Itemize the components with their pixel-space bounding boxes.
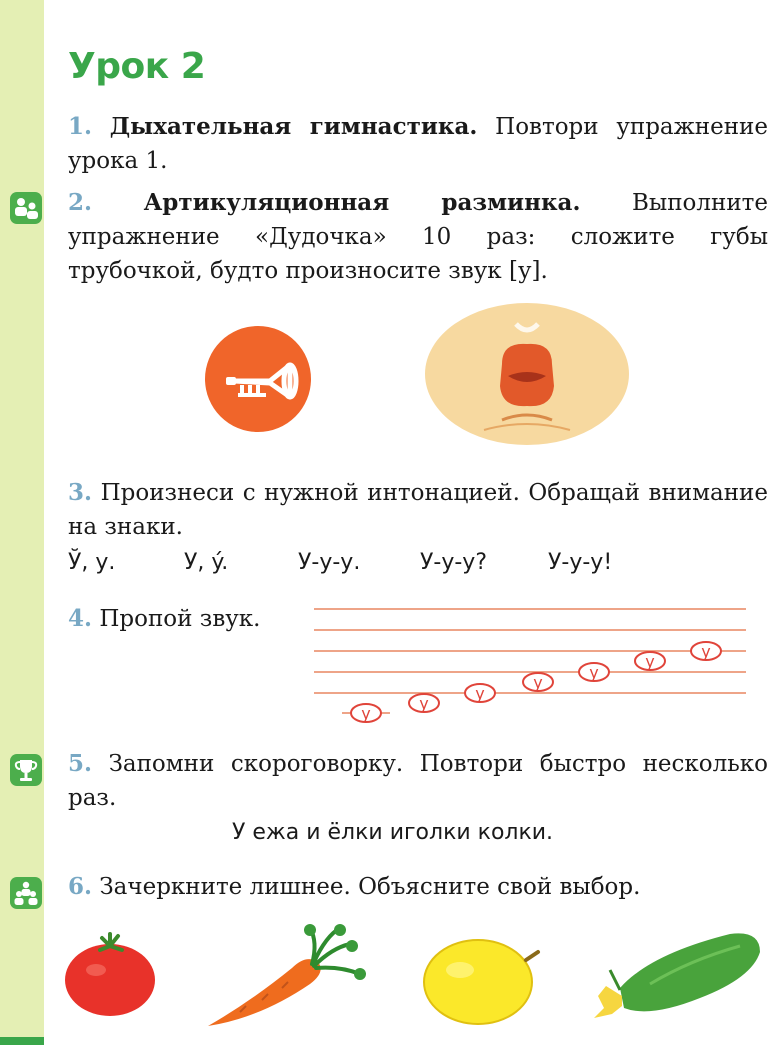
lemon-image[interactable] [420, 928, 546, 1028]
task-heading: Дыхательная гимнастика. [109, 113, 478, 140]
pair-work-icon [10, 192, 42, 224]
trophy-icon [10, 754, 42, 786]
lips-icon [424, 302, 630, 446]
intonation-item: У-у-у. [298, 550, 361, 575]
task-number: 5. [68, 750, 93, 777]
tomato-image[interactable] [62, 924, 158, 1020]
trumpet-icon [204, 325, 312, 433]
task-number: 4. [68, 605, 93, 632]
staff-note [523, 673, 553, 692]
lesson-title: Урок 2 [68, 46, 206, 87]
task-text: Выполните упражнение «Дудочка» 10 раз: сложите губы трубочкой, будто произносите звук [у]. [68, 190, 769, 284]
margin-strip-bottom [0, 1037, 44, 1045]
intonation-item: У-у-у? [420, 550, 487, 575]
task-number: 1. [68, 113, 93, 140]
task-2 [68, 186, 768, 288]
svg-text:у: у [589, 663, 599, 682]
svg-text:у: у [475, 684, 485, 703]
staff-note [579, 663, 609, 682]
intonation-item: У-у-у! [548, 550, 613, 575]
task-4 [68, 602, 308, 636]
intonation-item: У, ý. [184, 550, 229, 575]
task-1 [68, 110, 768, 178]
music-staff [314, 600, 748, 730]
staff-note [351, 704, 381, 723]
svg-text:у: у [361, 704, 371, 723]
task-number: 6. [68, 873, 93, 900]
intonation-item: Ў, у. [68, 550, 116, 575]
svg-text:у: у [701, 642, 711, 661]
task-text: Пропой звук. [99, 606, 261, 632]
group-work-icon [10, 877, 42, 909]
task-6 [68, 870, 768, 904]
staff-note [465, 684, 495, 703]
task-number: 3. [68, 479, 93, 506]
task-text: Повтори упражнение урока 1. [68, 114, 768, 174]
task-5 [68, 747, 768, 815]
svg-text:у: у [533, 673, 543, 692]
svg-text:у: у [419, 694, 429, 713]
cucumber-image[interactable] [590, 926, 766, 1022]
carrot-image[interactable] [200, 922, 370, 1038]
task-number: 2. [68, 189, 93, 216]
task-heading: Артикуляционная разминка. [143, 189, 581, 216]
svg-text:у: у [645, 652, 655, 671]
task-text: Произнеси с нужной интонацией. Обращай внимание на знаки. [68, 480, 769, 540]
task-text: Зачеркните лишнее. Объясните свой выбор. [99, 874, 641, 900]
staff-note [635, 652, 665, 671]
task-text: Запомни скороговорку. Повтори быстро несколько раз. [68, 751, 769, 811]
task-3 [68, 476, 768, 544]
staff-note [691, 642, 721, 661]
staff-note [409, 694, 439, 713]
tongue-twister: У ежа и ёлки иголки колки. [232, 820, 554, 845]
